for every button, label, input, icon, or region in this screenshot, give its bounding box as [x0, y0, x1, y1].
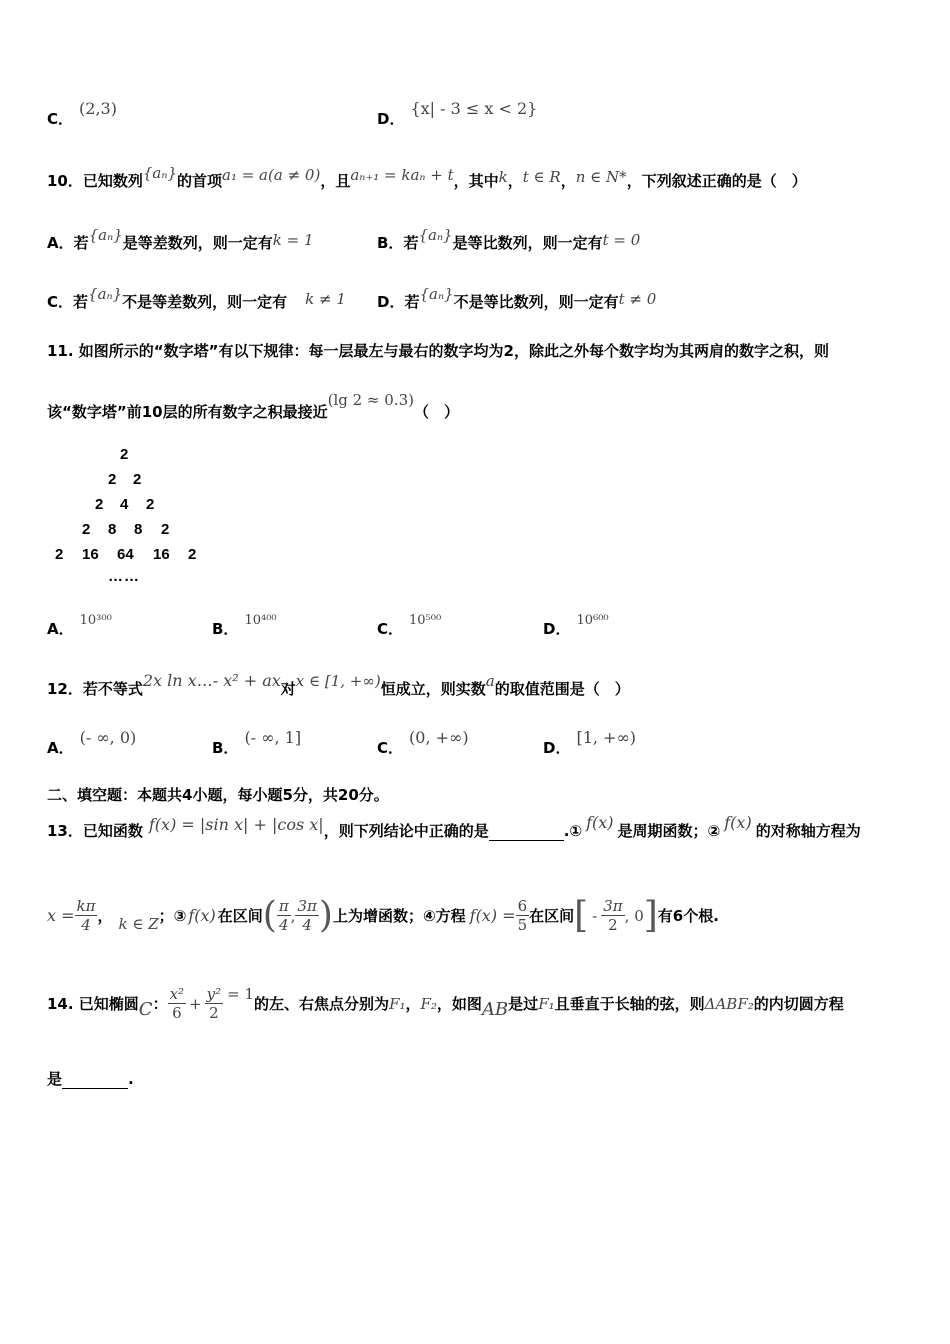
frac-numerator: y²: [206, 985, 222, 1003]
tower-dots: ……: [108, 568, 140, 585]
q13-line1: [47, 813, 861, 841]
q11-line1: 11. 如图所示的“数字塔”有以下规律：每一层最左与最右的数字均为2，除此之外每个数字均为其两肩的数字之积，则: [47, 342, 829, 360]
q12-option-b: [212, 728, 302, 758]
frac-denominator: 6: [172, 1004, 182, 1022]
frac-denominator: 4: [81, 916, 91, 934]
q14-answer-blank[interactable]: [62, 1088, 128, 1089]
q11-d-value: 10⁶⁰⁰: [576, 613, 609, 628]
q10-b-label: B．: [377, 234, 404, 252]
q14-line2: [47, 1068, 134, 1089]
q11-line2: [47, 391, 459, 422]
q14-f1: F₁: [389, 994, 406, 1013]
q13-function: f(x) = |sin x| + |cos x|: [148, 815, 324, 834]
q12-text-d: 的取值范围是（ ）: [494, 680, 630, 698]
tower-cell: 16: [82, 546, 99, 563]
q13-text-a: 13．已知函数: [47, 822, 143, 840]
q13-text-h: 上为增函数；④方程: [332, 907, 466, 925]
frac-numerator: π: [278, 897, 289, 915]
q14-text-f: 的内切圆方程: [753, 995, 844, 1013]
q14-text-d: 是过: [508, 995, 539, 1013]
q10-comma2: ，: [560, 172, 576, 190]
q10-d-set: {aₙ}: [419, 285, 454, 303]
q11-line2a: 该“数字塔”前10层的所有数字之积最接近: [47, 403, 328, 421]
q12-text-a: 12．若不等式: [47, 680, 143, 698]
q10-option-d: [377, 285, 657, 312]
q10-k: k: [498, 168, 508, 186]
q11-b-value: 10⁴⁰⁰: [244, 613, 277, 628]
q11-option-b: [212, 613, 277, 639]
q13-text-e: 的对称轴方程为: [755, 822, 861, 840]
q10-d-text1: 若: [404, 293, 420, 311]
tower-cell: 2: [133, 471, 142, 488]
tower-cell: 2: [188, 546, 197, 563]
q11-c-value: 10⁵⁰⁰: [409, 613, 442, 628]
q12-d-value: [1, +∞): [576, 728, 637, 747]
option-d: [377, 99, 538, 129]
tower-cell: 2: [146, 496, 155, 513]
q12-a-value: (- ∞, 0): [79, 728, 137, 747]
q10-a-expr: k = 1: [272, 231, 314, 249]
q12-d-label: D．: [543, 739, 571, 757]
q13-fx4: f(x) =: [469, 906, 516, 925]
q10-d-text2: 不是等比数列，则一定有: [453, 293, 619, 311]
q11-c-label: C．: [377, 620, 404, 638]
q13-zero: , 0: [624, 906, 644, 925]
q14-plus: +: [189, 994, 202, 1013]
right-paren: ): [318, 895, 333, 936]
q12-option-c: [377, 728, 469, 758]
frac-denominator: 2: [209, 1004, 219, 1022]
q14-text-a: 14. 已知椭圆: [47, 995, 139, 1013]
q11-line2b: （ ）: [413, 403, 459, 421]
q13-text-g: 在区间: [217, 907, 263, 925]
q14-text-e: 且垂直于长轴的弦，则: [554, 995, 705, 1013]
q14-comma: ，: [405, 995, 421, 1013]
q11-option-c: [377, 613, 442, 639]
q11-d-label: D．: [543, 620, 571, 638]
q10-b-expr: t = 0: [602, 231, 641, 249]
frac-numerator: 6: [517, 897, 528, 915]
q13-text-j: 有6个根.: [657, 907, 719, 925]
tower-cell: 8: [134, 521, 143, 538]
q12-inequality: 2x ln x…- x² + ax: [142, 671, 281, 690]
q10-d-expr: t ≠ 0: [618, 290, 657, 308]
frac-numerator: 3π: [297, 897, 317, 915]
q12-b-value: (- ∞, 1]: [244, 728, 302, 747]
q13-minus: -: [592, 906, 598, 925]
tower-cell: 4: [120, 496, 129, 513]
q11-option-d: [543, 613, 609, 639]
q13-frac-pi-4: [277, 897, 291, 934]
frac-numerator: 3π: [603, 897, 623, 915]
q10-b-text1: 若: [403, 234, 419, 252]
option-c-label: C．: [47, 110, 74, 128]
q10-stem: [47, 164, 807, 191]
tower-cell: 2: [108, 471, 117, 488]
q13-text-c: .①: [563, 822, 583, 840]
q12-domain: x ∈ [1, +∞): [295, 672, 381, 690]
q13-fx2: f(x): [724, 813, 752, 832]
q12-text-c: 恒成立，则实数: [380, 680, 486, 698]
q10-text-b: 的首项: [176, 172, 222, 190]
q12-option-a: [47, 728, 137, 758]
q14-text-b: 的左、右焦点分别为: [254, 995, 390, 1013]
frac-denominator: 5: [517, 916, 528, 934]
q12-c-value: (0, +∞): [409, 728, 469, 747]
q13-frac-3pi-2: [601, 897, 624, 934]
q10-a-set: {aₙ}: [88, 226, 123, 244]
q13-x-eq: x =: [47, 906, 75, 925]
q10-expr4: n ∈ N*: [575, 168, 627, 186]
q14-ab: AB: [481, 999, 509, 1020]
frac-numerator: kπ: [76, 897, 96, 915]
q10-c-expr: k ≠ 1: [305, 290, 346, 308]
option-d-label: D．: [377, 110, 405, 128]
q13-text-f: ；③: [158, 907, 187, 925]
frac-denominator: 4: [302, 916, 312, 934]
q11-hint: (lg 2 ≈ 0.3): [327, 391, 414, 409]
q11-b-label: B．: [212, 620, 239, 638]
q13-fx1: f(x): [586, 813, 614, 832]
q14-f1b: F₁: [538, 994, 555, 1013]
q12-text-b: 对: [280, 680, 296, 698]
q14-frac-y2-2: [205, 985, 224, 1022]
q14-line2-text: 是: [47, 1070, 63, 1088]
q13-frac-3pi-4: [295, 897, 318, 934]
q10-text-e: ，下列叙述正确的是（ ）: [626, 172, 807, 190]
q14-text-c: ，如图: [436, 995, 482, 1013]
frac-denominator: 4: [279, 916, 289, 934]
q12-b-label: B．: [212, 739, 239, 757]
right-bracket: ]: [643, 895, 658, 936]
q12-stem: [47, 671, 630, 699]
q10-text-d: ，其中: [453, 172, 499, 190]
option-c-value: (2,3): [79, 99, 117, 118]
q12-a-label: A．: [47, 739, 74, 757]
tower-cell: 2: [120, 446, 129, 463]
left-bracket: [: [574, 895, 589, 936]
q10-d-label: D．: [377, 293, 405, 311]
q10-c-label: C．: [47, 293, 74, 311]
q14-line1: [47, 985, 844, 1022]
section-heading: 二、填空题：本题共4小题，每小题5分，共20分。: [47, 786, 389, 804]
left-paren: (: [262, 895, 277, 936]
q14-end: .: [128, 1070, 134, 1088]
q10-text-a: 10．已知数列: [47, 172, 143, 190]
q10-b-text2: 是等比数列，则一定有: [452, 234, 603, 252]
q10-expr3: t ∈ R: [522, 168, 561, 186]
q13-line2: [47, 895, 719, 936]
q11-option-a: [47, 613, 112, 639]
q13-fx3: f(x): [188, 906, 216, 925]
q13-frac-kpi-4: [75, 897, 98, 934]
q14-frac-x2-6: [168, 985, 186, 1022]
q10-option-b: [377, 226, 641, 253]
tower-cell: 8: [108, 521, 117, 538]
q12-c-label: C．: [377, 739, 404, 757]
q13-text-d: 是周期函数；②: [617, 822, 721, 840]
q11-a-label: A．: [47, 620, 74, 638]
q10-expr1: a₁ = a(a ≠ 0): [222, 166, 321, 184]
q12-a: a: [485, 672, 495, 690]
q12-option-d: [543, 728, 637, 758]
q10-comma1: ，: [507, 172, 523, 190]
q14-triangle: ΔABF₂: [704, 994, 754, 1013]
q10-expr2: aₙ₊₁ = kaₙ + t: [350, 166, 454, 184]
q14-colon: ：: [152, 995, 168, 1013]
q10-c-text2: 不是等差数列，则一定有: [122, 293, 288, 311]
q14-f2: F₂: [420, 994, 437, 1013]
comma: ,: [290, 906, 296, 925]
q14-c: C: [138, 999, 153, 1020]
q13-kz: k ∈ Z: [118, 914, 159, 933]
q13-frac-6-5: [516, 897, 530, 934]
q10-option-a: [47, 226, 314, 253]
q10-text-c: ，且: [320, 172, 351, 190]
q10-c-set: {aₙ}: [88, 285, 123, 303]
q10-a-label: A．: [47, 234, 74, 252]
q13-answer-blank[interactable]: [489, 840, 564, 841]
q10-a-text1: 若: [73, 234, 89, 252]
tower-cell: 2: [161, 521, 170, 538]
q13-comma: ，: [97, 907, 113, 925]
option-d-value: {x| - 3 ≤ x < 2}: [410, 99, 538, 118]
q13-text-b: ，则下列结论中正确的是: [323, 822, 489, 840]
tower-cell: 64: [117, 546, 134, 563]
tower-cell: 2: [95, 496, 104, 513]
option-c: [47, 99, 117, 129]
frac-denominator: 2: [608, 916, 618, 934]
q10-b-set: {aₙ}: [418, 226, 453, 244]
q11-a-value: 10³⁰⁰: [79, 613, 112, 628]
q13-text-i: 在区间: [529, 907, 575, 925]
tower-cell: 2: [55, 546, 64, 563]
q10-option-c: [47, 285, 346, 312]
tower-cell: 16: [153, 546, 170, 563]
q10-c-text1: 若: [73, 293, 89, 311]
tower-cell: 2: [82, 521, 91, 538]
frac-numerator: x²: [169, 985, 185, 1003]
q10-seq: {aₙ}: [142, 164, 177, 182]
q10-a-text2: 是等差数列，则一定有: [122, 234, 273, 252]
q14-eq1: = 1: [227, 984, 255, 1003]
